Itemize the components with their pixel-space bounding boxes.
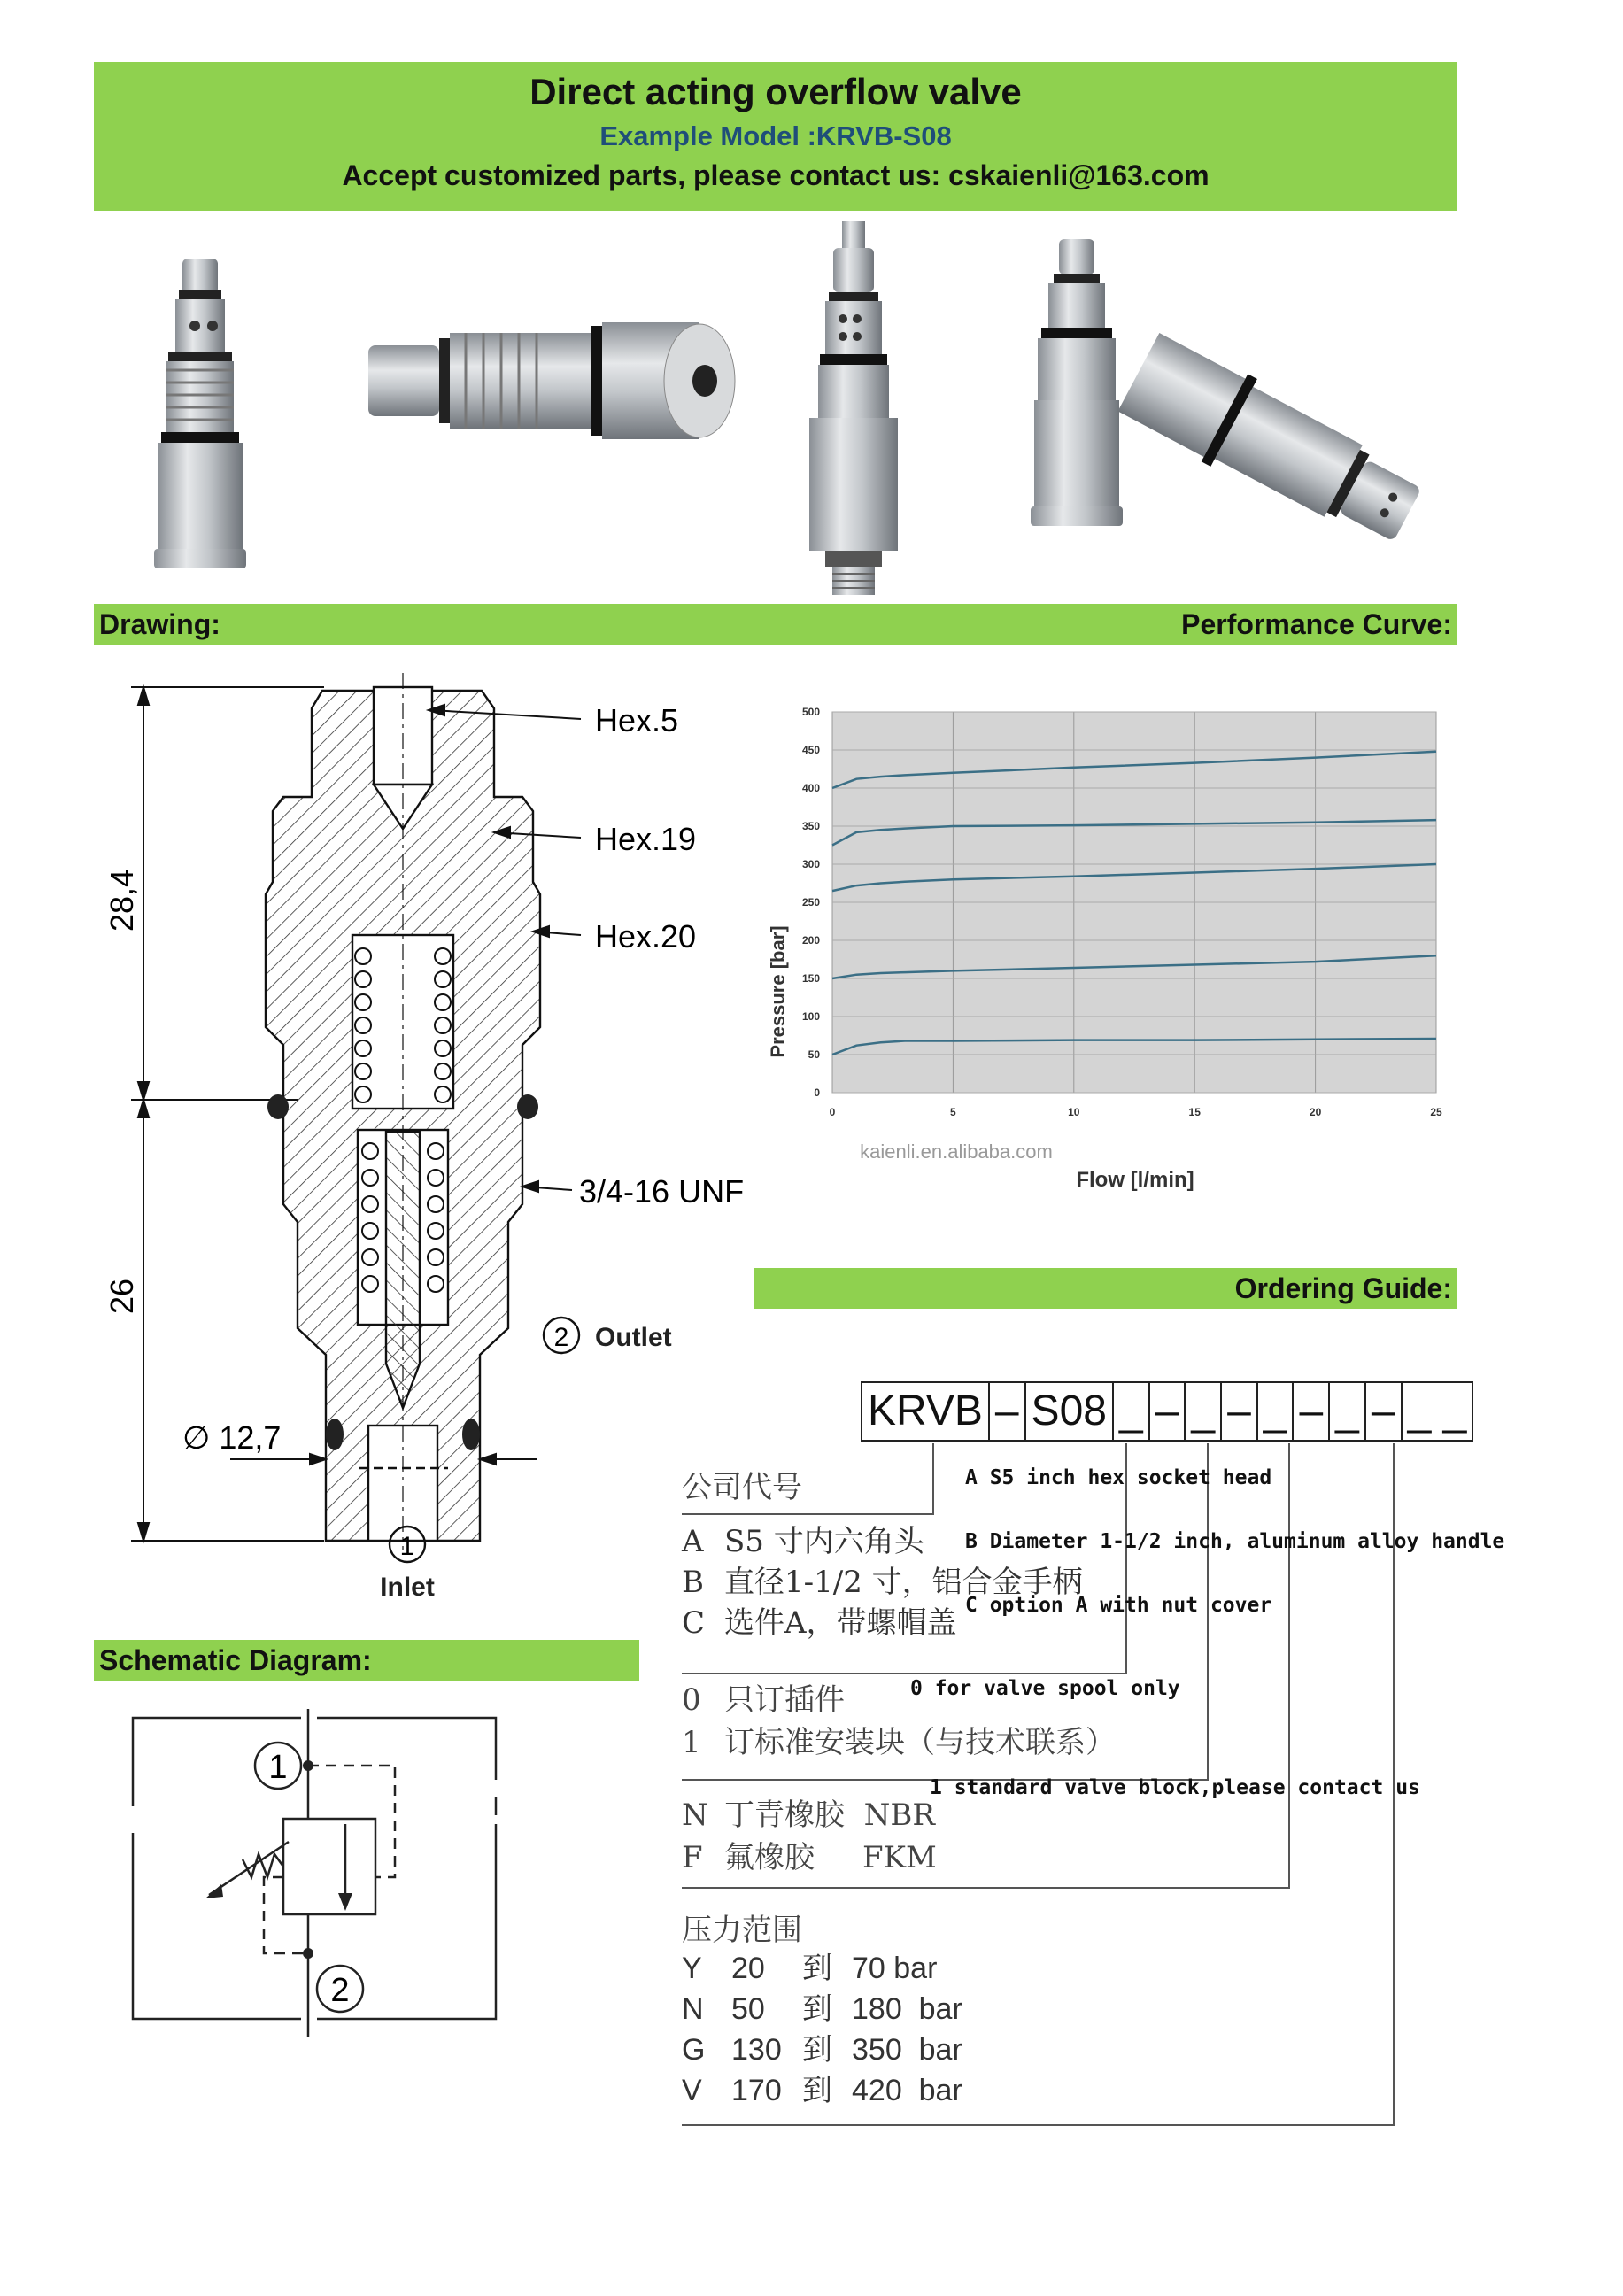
chart-x-tick: 5	[950, 1106, 956, 1118]
ordering-guide-bar	[754, 1268, 1457, 1309]
chart-ylabel: Pressure [bar]	[767, 925, 789, 1058]
chart-x-tick: 15	[1188, 1106, 1201, 1118]
code-segment: _	[1258, 1383, 1295, 1440]
pressure-row	[682, 2029, 1029, 2070]
drawing-label: Drawing:	[99, 608, 220, 640]
pressure-to-word: 到	[802, 1951, 832, 1986]
code-segment: _	[1114, 1383, 1150, 1440]
thread-label: 3/4-16 UNF	[579, 1173, 745, 1210]
hex5-label: Hex.5	[595, 702, 679, 738]
performance-chart	[753, 691, 1452, 1204]
code-segment: –	[1294, 1383, 1330, 1440]
valve-photo-3	[809, 221, 898, 595]
pressure-code: V	[682, 2074, 702, 2107]
pressure-from: 170	[731, 2074, 782, 2107]
chart-y-tick: 400	[801, 782, 820, 794]
pressure-code: N	[682, 1992, 704, 2026]
code-segment: –	[1222, 1383, 1258, 1440]
pressure-range-table	[682, 1948, 1029, 2111]
pressure-from: 50	[731, 1992, 765, 2026]
chart-y-tick: 0	[814, 1086, 820, 1099]
code-segment: –	[990, 1383, 1026, 1440]
dimension-top-label: 28,4	[104, 869, 140, 932]
pressure-to: 420 bar	[852, 2074, 962, 2107]
outlet-number: 2	[553, 1323, 569, 1352]
chart-y-tick: 350	[801, 820, 820, 832]
chart-y-tick: 150	[801, 972, 820, 985]
ordering-code	[861, 1381, 1473, 1442]
chart-y-tick: 450	[801, 744, 820, 756]
performance-label: Performance Curve:	[1181, 608, 1452, 640]
pressure-to: 180 bar	[852, 1992, 962, 2026]
option-0-row: 0 只订插件	[682, 1682, 845, 1718]
inlet-label: Inlet	[380, 1573, 435, 1602]
inlet-number: 1	[399, 1532, 415, 1561]
pressure-code: G	[682, 2033, 706, 2067]
option-a-row: A S5 寸内六角头	[682, 1524, 924, 1559]
schematic-label: Schematic Diagram:	[99, 1644, 372, 1676]
pressure-to-word: 到	[802, 2073, 832, 2108]
pressure-to: 350 bar	[852, 2033, 962, 2067]
option-0-english: 0 for valve spool only	[910, 1677, 1180, 1700]
option-group-seal	[682, 1794, 937, 1879]
header-banner	[94, 62, 1457, 211]
ordering-label: Ordering Guide:	[1234, 1272, 1452, 1304]
pressure-row	[682, 1948, 1029, 1989]
code-segment: _	[1186, 1383, 1222, 1440]
code-segment: _	[1330, 1383, 1366, 1440]
pressure-to-word: 到	[802, 1991, 832, 2027]
pressure-row	[682, 2070, 1029, 2111]
schematic-valve-box	[283, 1819, 375, 1914]
product-photos	[94, 213, 1457, 602]
code-segment: KRVB	[862, 1383, 990, 1440]
chart-y-tick: 50	[808, 1048, 820, 1061]
port-1-number: 1	[268, 1749, 288, 1786]
seal-n-row: N 丁青橡胶 NBR	[682, 1797, 935, 1833]
chart-y-tick: 250	[801, 896, 820, 908]
option-a-english: A S5 inch hex socket head	[965, 1466, 1272, 1489]
page-title: Direct acting overflow valve	[529, 71, 1022, 112]
code-segment: S08	[1026, 1383, 1114, 1440]
chart-xlabel: Flow [l/min]	[1076, 1168, 1194, 1192]
chart-y-tick: 200	[801, 934, 820, 947]
chart-x-tick: 25	[1430, 1106, 1442, 1118]
code-segment: –	[1150, 1383, 1186, 1440]
company-code-label: 公司代号	[682, 1470, 802, 1505]
diameter-label: ∅ 12,7	[182, 1419, 282, 1456]
schematic-bar	[94, 1640, 639, 1681]
valve-photo-2	[368, 322, 735, 439]
chart-y-tick: 300	[801, 858, 820, 870]
valve-cross-section	[266, 673, 540, 1550]
watermark: kaienli.en.alibaba.com	[860, 1140, 1053, 1163]
pressure-range-title: 压力范围	[682, 1913, 802, 1948]
technical-drawing	[94, 655, 767, 1620]
option-c-english: C option A with nut cover	[965, 1594, 1272, 1617]
chart-y-tick: 100	[801, 1010, 820, 1023]
code-segment: _ _	[1407, 1388, 1467, 1434]
port-2-number: 2	[330, 1972, 350, 2009]
option-1-english: 1 standard valve block,please contact us	[930, 1776, 1420, 1799]
option-b-row: B 直径1-1/2 寸，铝合金手柄	[682, 1565, 1083, 1600]
chart-y-tick: 500	[801, 706, 820, 718]
hex20-label: Hex.20	[595, 918, 697, 955]
valve-photo-1	[154, 259, 246, 568]
schematic-diagram	[124, 1709, 514, 2037]
pressure-from: 130	[731, 2033, 782, 2067]
chart-x-tick: 20	[1309, 1106, 1322, 1118]
contact-line: Accept customized parts, please contact us: cskaienli@163.com	[342, 159, 1210, 191]
pressure-row	[682, 1989, 1029, 2029]
drawing-performance-bar	[94, 604, 1457, 645]
pressure-from: 20	[731, 1952, 765, 1985]
pressure-to-word: 到	[802, 2032, 832, 2068]
chart-x-tick: 0	[829, 1106, 836, 1118]
option-1-row: 1 订标准安装块（与技术联系）	[682, 1725, 1116, 1760]
chart-x-tick: 10	[1068, 1106, 1080, 1118]
option-b-english: B Diameter 1-1/2 inch, aluminum alloy handle	[965, 1530, 1505, 1553]
pressure-to: 70 bar	[852, 1952, 938, 1985]
code-segment: –	[1366, 1383, 1403, 1440]
outlet-label: Outlet	[595, 1323, 672, 1352]
seal-f-row: F 氟橡胶 FKM	[682, 1840, 937, 1875]
dimension-bottom-label: 26	[104, 1278, 140, 1314]
model-label: Example Model :KRVB-S08	[599, 120, 952, 151]
hex19-label: Hex.19	[595, 821, 697, 857]
valve-photo-4	[1031, 239, 1431, 559]
pressure-code: Y	[682, 1952, 702, 1985]
option-c-row: C 选件A，带螺帽盖	[682, 1605, 957, 1641]
